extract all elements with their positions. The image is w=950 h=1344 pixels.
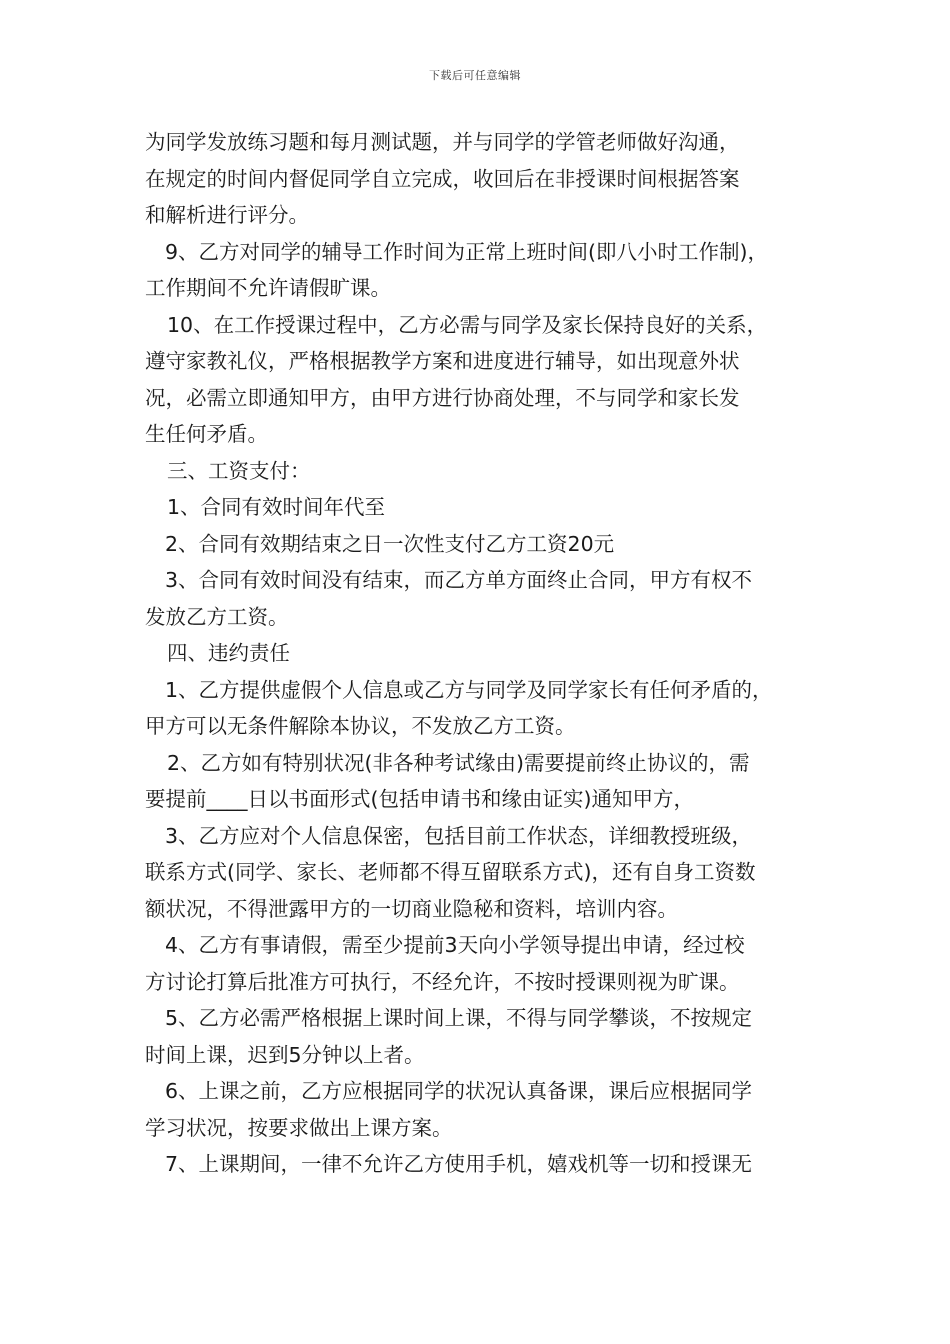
text-line: 三、工资支付： [167, 458, 311, 483]
text-line: 7、上课期间，一律不允许乙方使用手机，嬉戏机等一切和授课无 [165, 1152, 753, 1176]
text-line: 发放乙方工资。 [145, 604, 289, 629]
text-line: 3、乙方应对个人信息保密，包括目前工作状态，详细教授班级， [165, 823, 753, 848]
text-line: 6、上课之前，乙方应根据同学的状况认真备课，课后应根据同学 [165, 1079, 753, 1103]
text-line: 要提前____日以书面形式(包括申请书和缘由证实)通知甲方， [145, 787, 694, 811]
text-line: 1、乙方提供虚假个人信息或乙方与同学及同学家长有任何矛盾的， [165, 677, 773, 702]
text-line: 学习状况，按要求做出上课方案。 [145, 1115, 453, 1140]
text-line: 联系方式(同学、家长、老师都不得互留联系方式)，还有自身工资数 [145, 860, 756, 884]
text-line: 遵守家教礼仪，严格根据教学方案和进度进行辅导，如出现意外状 [145, 349, 740, 373]
text-line: 四、违约责任 [167, 641, 290, 665]
document-body [145, 124, 815, 1183]
text-line: 时间上课，迟到5分钟以上者。 [145, 1042, 425, 1067]
text-line: 甲方可以无条件解除本协议，不发放乙方工资。 [145, 714, 576, 738]
text-line: 9、乙方对同学的辅导工作时间为正常上班时间(即八小时工作制)， [165, 239, 769, 264]
text-line: 10、在工作授课过程中，乙方必需与同学及家长保持良好的关系， [167, 312, 768, 337]
text-line: 在规定的时间内督促同学自立完成，收回后在非授课时间根据答案 [145, 166, 740, 191]
text-line: 5、乙方必需严格根据上课时间上课，不得与同学攀谈，不按规定 [165, 1006, 753, 1030]
text-line: 况，必需立即通知甲方，由甲方进行协商处理，不与同学和家长发 [145, 385, 740, 410]
text-line: 2、乙方如有特别状况(非各种考试缘由)需要提前终止协议的，需 [167, 750, 750, 775]
text-line: 和解析进行评分。 [145, 203, 309, 227]
text-line: 为同学发放练习题和每月测试题，并与同学的学管老师做好沟通， [145, 130, 740, 154]
text-line: 3、合同有效时间没有结束，而乙方单方面终止合同，甲方有权不 [165, 568, 753, 592]
text-line: 工作期间不允许请假旷课。 [145, 276, 391, 300]
text-line: 额状况，不得泄露甲方的一切商业隐秘和资料，培训内容。 [145, 896, 678, 921]
header-note: 下载后可任意编辑 [429, 69, 521, 82]
text-line: 生任何矛盾。 [145, 422, 268, 446]
text-line: 2、合同有效期结束之日一次性支付乙方工资20元 [165, 531, 615, 556]
text-line: 方讨论打算后批准方可执行，不经允许，不按时授课则视为旷课。 [145, 969, 740, 994]
text-line: 4、乙方有事请假，需至少提前3天向小学领导提出申请，经过校 [165, 933, 745, 957]
text-line: 1、合同有效时间年代至 [167, 495, 386, 519]
